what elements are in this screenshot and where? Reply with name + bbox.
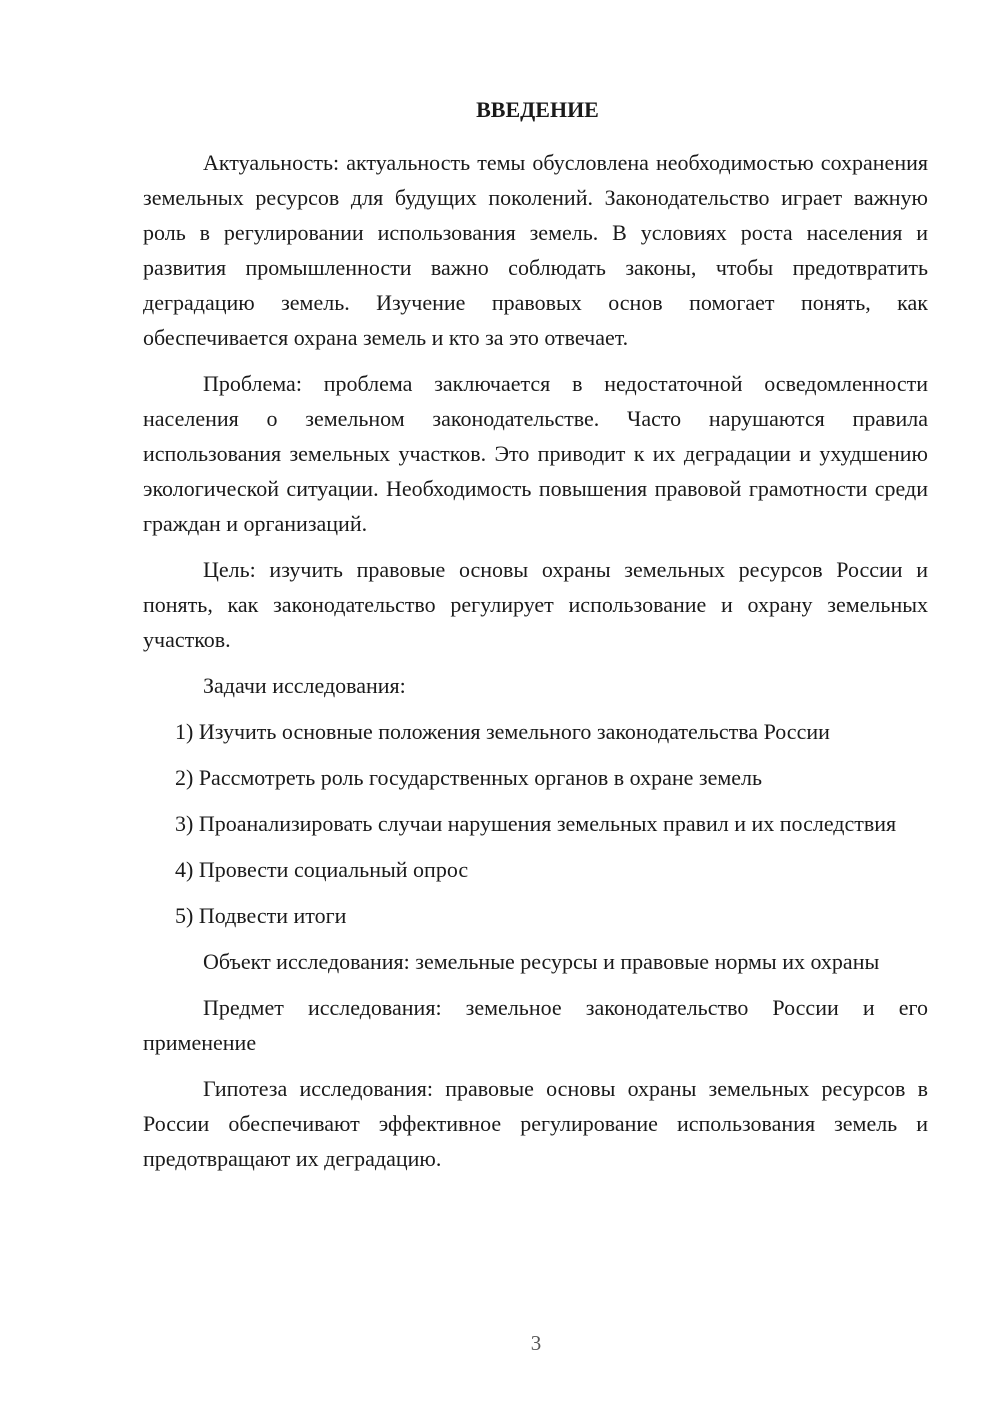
section-title: ВВЕДЕНИЕ [476, 97, 599, 122]
list-item: 3) Проанализировать случаи нарушения земельных правил и их последствия [175, 811, 897, 836]
object-paragraph: Объект исследования: земельные ресурсы и правовые нормы их охраны [203, 949, 880, 974]
list-item: 4) Провести социальный опрос [175, 857, 469, 882]
list-item: 1) Изучить основные положения земельного законодательства России [175, 719, 830, 744]
subject-paragraph: Предмет исследования: земельное законодательство России и его применение [143, 995, 928, 1055]
list-item: 5) Подвести итоги [175, 903, 347, 928]
page-number: 3 [530, 1331, 542, 1355]
document-page [143, 92, 928, 1187]
goal-paragraph: Цель: изучить правовые основы охраны земельных ресурсов России и понять, как законодательство регулирует использование и охрану земельных участков. [143, 557, 928, 652]
tasks-heading: Задачи исследования: [203, 673, 406, 698]
list-item: 2) Рассмотреть роль государственных органов в охране земель [175, 765, 763, 790]
hypothesis-paragraph: Гипотеза исследования: правовые основы охраны земельных ресурсов в России обеспечивают эффективное регулирование использования земель и предотвращают их деградацию. [143, 1076, 928, 1171]
tasks-list [143, 714, 928, 933]
relevance-paragraph: Актуальность: актуальность темы обусловлена необходимостью сохранения земельных ресурсов для будущих поколений. Законодательство играет важную роль в регулировании использования земель. В условиях роста населения и развития промышленности важно соблюдать законы, чтобы предотвратить деградацию земель. Изучение правовых основ помогает понять, как обеспечивается охрана земель и кто за это отвечает. [143, 150, 928, 350]
problem-paragraph: Проблема: проблема заключается в недостаточной осведомленности населения о земельном законодательстве. Часто нарушаются правила использования земельных участков. Это приводит к их деградации и ухудшению экологической ситуации. Необходимость повышения правовой грамотности среди граждан и организаций. [143, 371, 928, 536]
